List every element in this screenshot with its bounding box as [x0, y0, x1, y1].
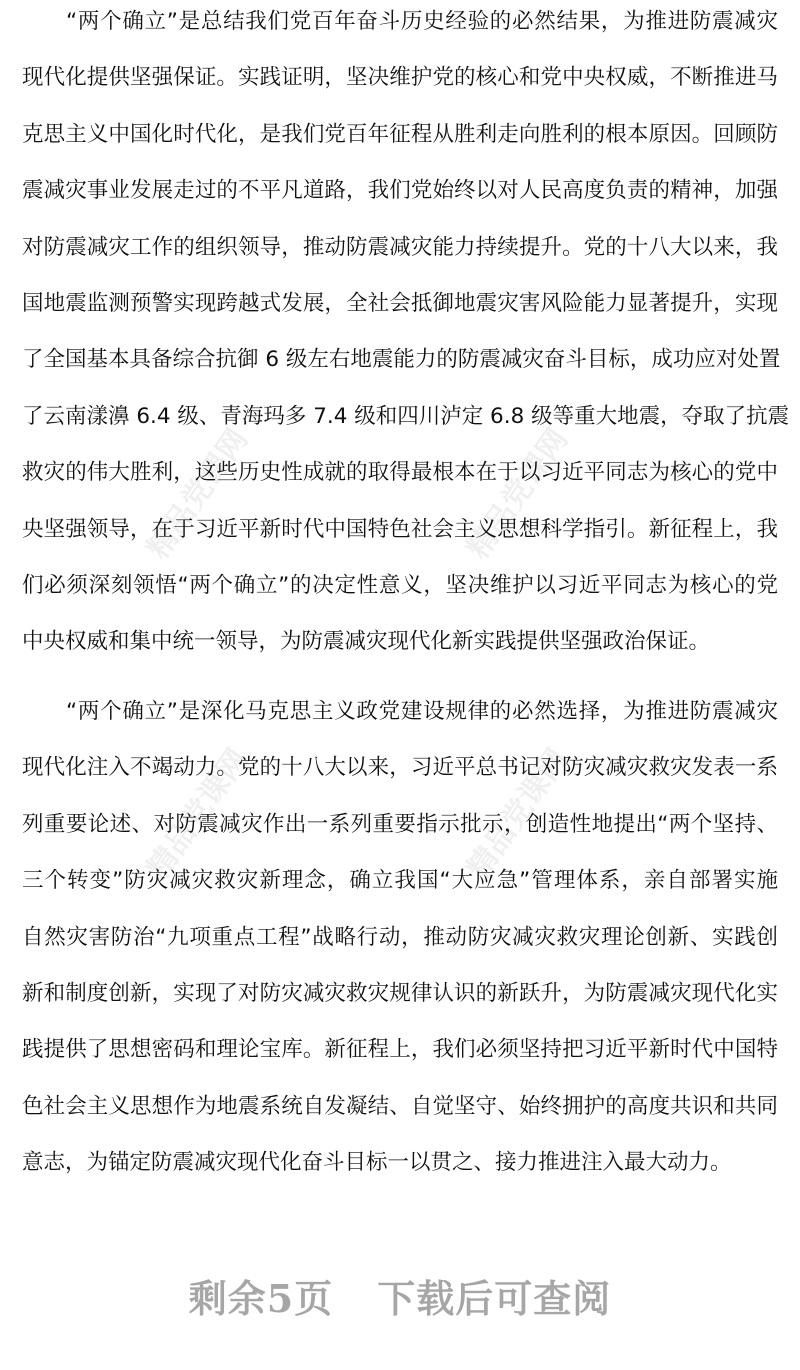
- remaining-pages-label: 剩余5页: [188, 1276, 334, 1321]
- text-line: 对防震减灾工作的组织领导，推动防震减灾能力持续提升。党的十八大以来，我: [22, 234, 778, 260]
- watermark: 精品党课网: [460, 422, 576, 566]
- text-line: 色社会主义思想作为地震系统自发凝结、自觉坚守、始终拥护的高度共识和共同: [22, 1093, 778, 1119]
- text-line: 央坚强领导，在于习近平新时代中国特色社会主义思想科学指引。新征程上，我: [22, 516, 778, 542]
- text-line: 中央权威和集中统一领导，为防震减灾现代化新实践提供坚强政治保证。: [22, 629, 711, 655]
- text-line: 国地震监测预警实现跨越式发展，全社会抵御地震灾害风险能力显著提升，实现: [22, 290, 778, 316]
- text-line: 了云南漾濞 6.4 级、青海玛多 7.4 级和四川泸定 6.8 级等重大地震，夺取了抗震: [22, 403, 790, 429]
- text-line: 救灾的伟大胜利，这些历史性成就的取得最根本在于以习近平同志为核心的党中: [22, 460, 778, 486]
- text-line: “两个确立”是深化马克思主义政党建设规律的必然选择，为推进防震减灾: [66, 699, 778, 724]
- download-prompt[interactable]: [0, 1268, 800, 1323]
- text-line: 列重要论述、对防震减灾作出一系列重要指示批示，创造性地提出“两个坚持、: [22, 811, 778, 837]
- text-line: 意志，为锚定防震减灾现代化奋斗目标一以贯之、接力推进注入最大动力。: [22, 1150, 732, 1176]
- paragraph-1: [22, 0, 790, 671]
- text-line: 自然灾害防治“九项重点工程”战略行动，推动防灾减灾救灾理论创新、实践创: [22, 924, 778, 950]
- text-line: 震减灾事业发展走过的不平凡道路，我们党始终以对人民高度负责的精神，加强: [22, 178, 778, 204]
- watermark: 精品党课网: [140, 422, 256, 566]
- watermark: 精品党课网: [140, 742, 256, 886]
- text-line: 现代化提供坚强保证。实践证明，坚决维护党的核心和党中央权威，不断推进马: [22, 65, 778, 91]
- watermark: 精品党课网: [460, 742, 576, 886]
- paragraph-2: [22, 684, 778, 1192]
- text-line: 践提供了思想密码和理论宝库。新征程上，我们必须坚持把习近平新时代中国特: [22, 1037, 778, 1063]
- text-line: 克思主义中国化时代化，是我们党百年征程从胜利走向胜利的根本原因。回顾防: [22, 121, 778, 147]
- text-line: 现代化注入不竭动力。党的十八大以来，习近平总书记对防灾减灾救灾发表一系: [22, 755, 778, 781]
- text-line: 们必须深刻领悟“两个确立”的决定性意义，坚决维护以习近平同志为核心的党: [22, 572, 778, 598]
- download-to-view-label[interactable]: 下载后可查阅: [377, 1276, 612, 1321]
- text-line: 三个转变”防灾减灾救灾新理念，确立我国“大应急”管理体系，亲自部署实施: [22, 868, 778, 894]
- text-line: “两个确立”是总结我们党百年奋斗历史经验的必然结果，为推进防震减灾: [66, 9, 778, 34]
- text-line: 了全国基本具备综合抗御 6 级左右地震能力的防震减灾奋斗目标，成功应对处置: [22, 347, 781, 373]
- text-line: 新和制度创新，实现了对防灾减灾救灾规律认识的新跃升，为防震减灾现代化实: [22, 980, 778, 1006]
